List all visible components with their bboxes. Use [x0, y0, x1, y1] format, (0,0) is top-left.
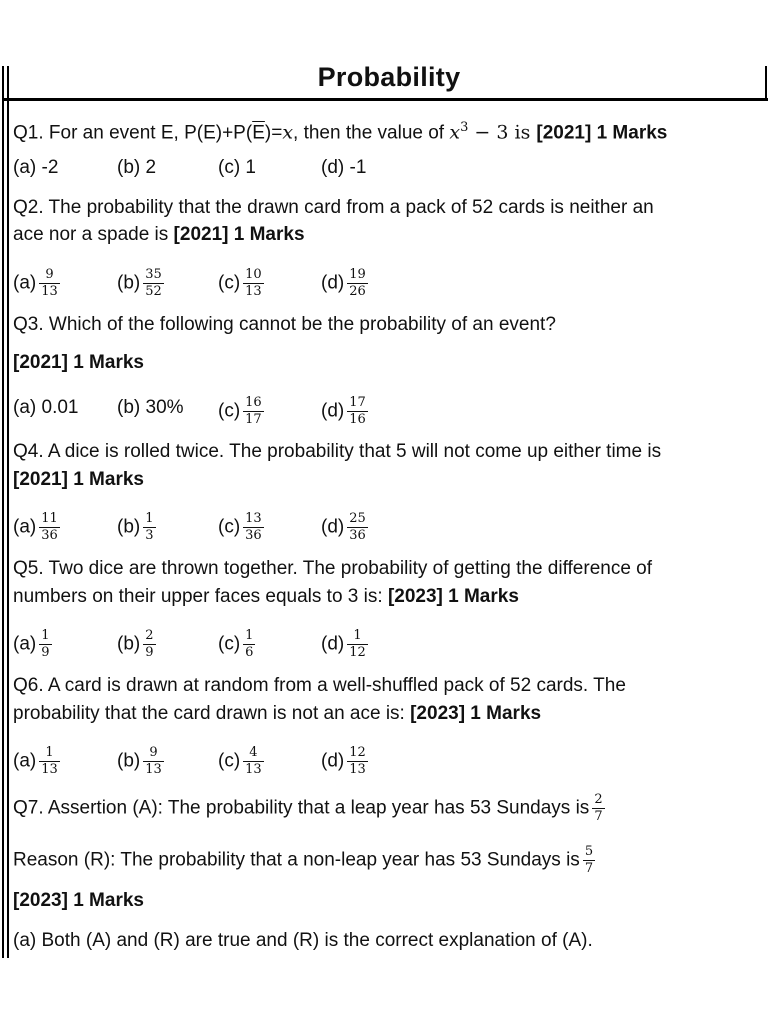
option-a: (a) $\frac{11}{36}$: [13, 511, 58, 543]
question-2-line-1: Q2. The probability that the drawn card from a pack of 52 cards is neither an: [13, 197, 654, 218]
option-c: (c) 1: [218, 157, 256, 178]
marks-tag: [2023] 1 Marks: [410, 703, 542, 724]
title-rule: [4, 98, 768, 101]
question-7-assertion: Q7. Assertion (A): The probability that a leap year has 53 Sundays is $\frac{2}{7}$: [13, 792, 603, 824]
option-a: (a) Both (A) and (R) are true and (R) is the correct explanation of (A).: [13, 930, 593, 951]
question-6-line-1: Q6. A card is drawn at random from a well-shuffled pack of 52 cards. The: [13, 675, 626, 696]
option-a: (a) -2: [13, 157, 59, 178]
option-d: (d) $\frac{17}{16}$: [321, 395, 366, 427]
page-title: Probability: [317, 62, 461, 92]
question-5-line-1: Q5. Two dice are thrown together. The probability of getting the difference of: [13, 558, 653, 579]
option-c: (c) $\frac{10}{13}$: [218, 267, 262, 299]
marks-tag: [2021] 1 Marks: [173, 224, 305, 245]
option-a: (a) $\frac{1}{13}$: [13, 745, 58, 777]
option-b: (b) $\frac{9}{13}$: [117, 745, 162, 777]
option-d: (d) $\frac{1}{12}$: [321, 628, 366, 660]
left-border-inner: [7, 66, 9, 958]
marks-tag: [2023] 1 Marks: [387, 586, 519, 607]
question-6-line-2: probability that the card drawn is not an ace is: [2023] 1 Marks: [13, 703, 542, 724]
option-b: (b) 2: [117, 157, 157, 178]
option-c: (c) $\frac{13}{36}$: [218, 511, 262, 543]
question-2-line-2: ace nor a spade is [2021] 1 Marks: [13, 224, 305, 245]
option-d: (d) $\frac{19}{26}$: [321, 267, 366, 299]
question-4: Q4. A dice is rolled twice. The probability that 5 will not come up either time is: [13, 441, 662, 462]
question-5-line-2: numbers on their upper faces equals to 3 is: [2023] 1 Marks: [13, 586, 519, 607]
option-d: (d) $\frac{25}{36}$: [321, 511, 366, 543]
marks-tag: [2021] 1 Marks: [13, 469, 144, 490]
e-bar-symbol: $\overline{E}$: [252, 122, 265, 144]
marks-tag: [2021] 1 Marks: [13, 352, 144, 373]
option-d: (d) -1: [321, 157, 367, 178]
option-c: (c) $\frac{1}{6}$: [218, 628, 254, 660]
question-3: Q3. Which of the following cannot be the probability of an event?: [13, 314, 556, 335]
marks-tag: [2021] 1 Marks: [536, 122, 668, 144]
option-d: (d) $\frac{12}{13}$: [321, 745, 366, 777]
option-c: (c) $\frac{16}{17}$: [218, 395, 262, 427]
option-c: (c) $\frac{4}{13}$: [218, 745, 262, 777]
option-a: (a) $\frac{9}{13}$: [13, 267, 58, 299]
option-b: (b) 30%: [117, 397, 184, 418]
left-border-outer: [2, 66, 4, 958]
option-b: (b) $\frac{1}{3}$: [117, 511, 154, 543]
question-7-reason: Reason (R): The probability that a non-leap year has 53 Sundays is $\frac{5}{7}$: [13, 844, 594, 876]
option-a: (a) $\frac{1}{9}$: [13, 628, 50, 660]
marks-tag: [2023] 1 Marks: [13, 890, 144, 911]
option-b: (b) $\frac{2}{9}$: [117, 628, 154, 660]
option-b: (b) $\frac{35}{52}$: [117, 267, 162, 299]
option-a: (a) 0.01: [13, 397, 79, 418]
question-1: Q1. For an event E, $P(E)+P(\overline{E})=x$, then the value of $x^3 - 3$ is [2021] 1 Marks: [13, 120, 668, 144]
